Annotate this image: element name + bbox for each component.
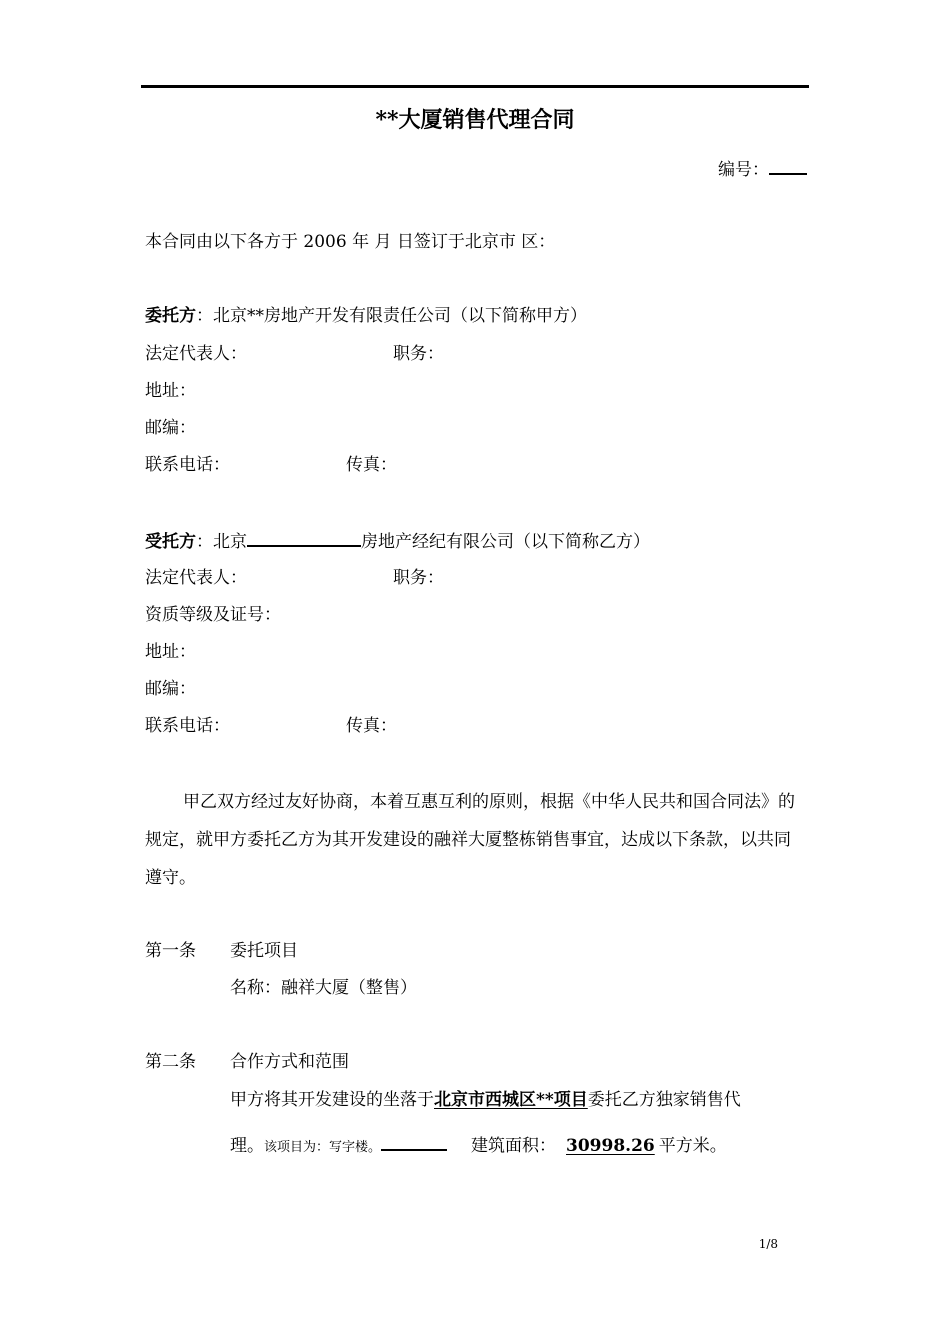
- party-b-fax-label: 传真：: [346, 716, 397, 736]
- serial-label: 编号：: [718, 160, 769, 180]
- party-b-phone-label: 联系电话：: [145, 716, 230, 736]
- party-a-label: 委托方: [145, 306, 196, 326]
- header-rule: [141, 85, 809, 88]
- party-b-address-label: 地址：: [145, 642, 196, 662]
- party-b-qualification-label: 资质等级及证号：: [145, 605, 281, 625]
- article-1-number: 第一条: [145, 941, 196, 961]
- project-type: 该项目为：写字楼。: [264, 1140, 382, 1155]
- party-b-colon: ：: [196, 532, 213, 552]
- document-title: **大厦销售代理合同: [375, 107, 575, 133]
- serial-blank: [769, 155, 807, 175]
- article-2-number: 第二条: [145, 1052, 196, 1072]
- preamble-paragraph: 甲乙双方经过友好协商，本着互惠互利的原则，根据《中华人民共和国合同法》的规定，就甲方委托乙方为其开发建设的融祥大厦整栋销售事宜，达成以下条款，以共同遵守。: [145, 792, 795, 888]
- project-type-blank: [381, 1131, 447, 1151]
- signing-line: 本合同由以下各方于 2006 年 月 日签订于北京市 区：: [145, 232, 556, 252]
- project-location: 北京市西城区**项目: [434, 1090, 588, 1110]
- article-1-heading: 委托项目: [230, 941, 298, 961]
- article-2-line2-start: 理。: [230, 1136, 264, 1156]
- party-b-name-suffix: 房地产经纪有限公司（以下简称乙方）: [361, 532, 650, 552]
- party-b-postcode-label: 邮编：: [145, 679, 196, 699]
- party-a-colon: ：: [196, 306, 213, 326]
- area-value: 30998.26: [566, 1136, 655, 1156]
- party-b-title-label: 职务：: [393, 568, 444, 588]
- party-a-address-label: 地址：: [145, 381, 196, 401]
- party-b-name-prefix: 北京: [213, 532, 247, 552]
- party-b-name-blank: [247, 527, 361, 547]
- party-b-label: 受托方: [145, 532, 196, 552]
- area-unit: 平方米。: [658, 1136, 727, 1156]
- party-a-name: 北京**房地产开发有限责任公司（以下简称甲方）: [213, 306, 587, 326]
- party-a-postcode-label: 邮编：: [145, 418, 196, 438]
- party-a-name-line: [145, 303, 587, 329]
- party-a-fax-label: 传真：: [346, 455, 397, 475]
- article-1-content: 名称：融祥大厦（整售）: [230, 978, 417, 998]
- party-a-phone-label: 联系电话：: [145, 455, 230, 475]
- article-2-line-1: [230, 1087, 741, 1113]
- party-b-rep-label: 法定代表人：: [145, 568, 247, 588]
- party-b-name-line: [145, 527, 650, 555]
- serial-number: [718, 155, 807, 183]
- article-2-heading: 合作方式和范围: [230, 1052, 349, 1072]
- party-a-title-label: 职务：: [393, 344, 444, 364]
- article-2-text-after: 委托乙方独家销售代: [587, 1090, 741, 1110]
- party-a-rep-label: 法定代表人：: [145, 344, 247, 364]
- article-2-text-before: 甲方将其开发建设的坐落于: [230, 1090, 434, 1110]
- article-2-line-2: [230, 1131, 727, 1161]
- area-label: 建筑面积：: [471, 1136, 557, 1156]
- page-number: 1/8: [758, 1237, 778, 1251]
